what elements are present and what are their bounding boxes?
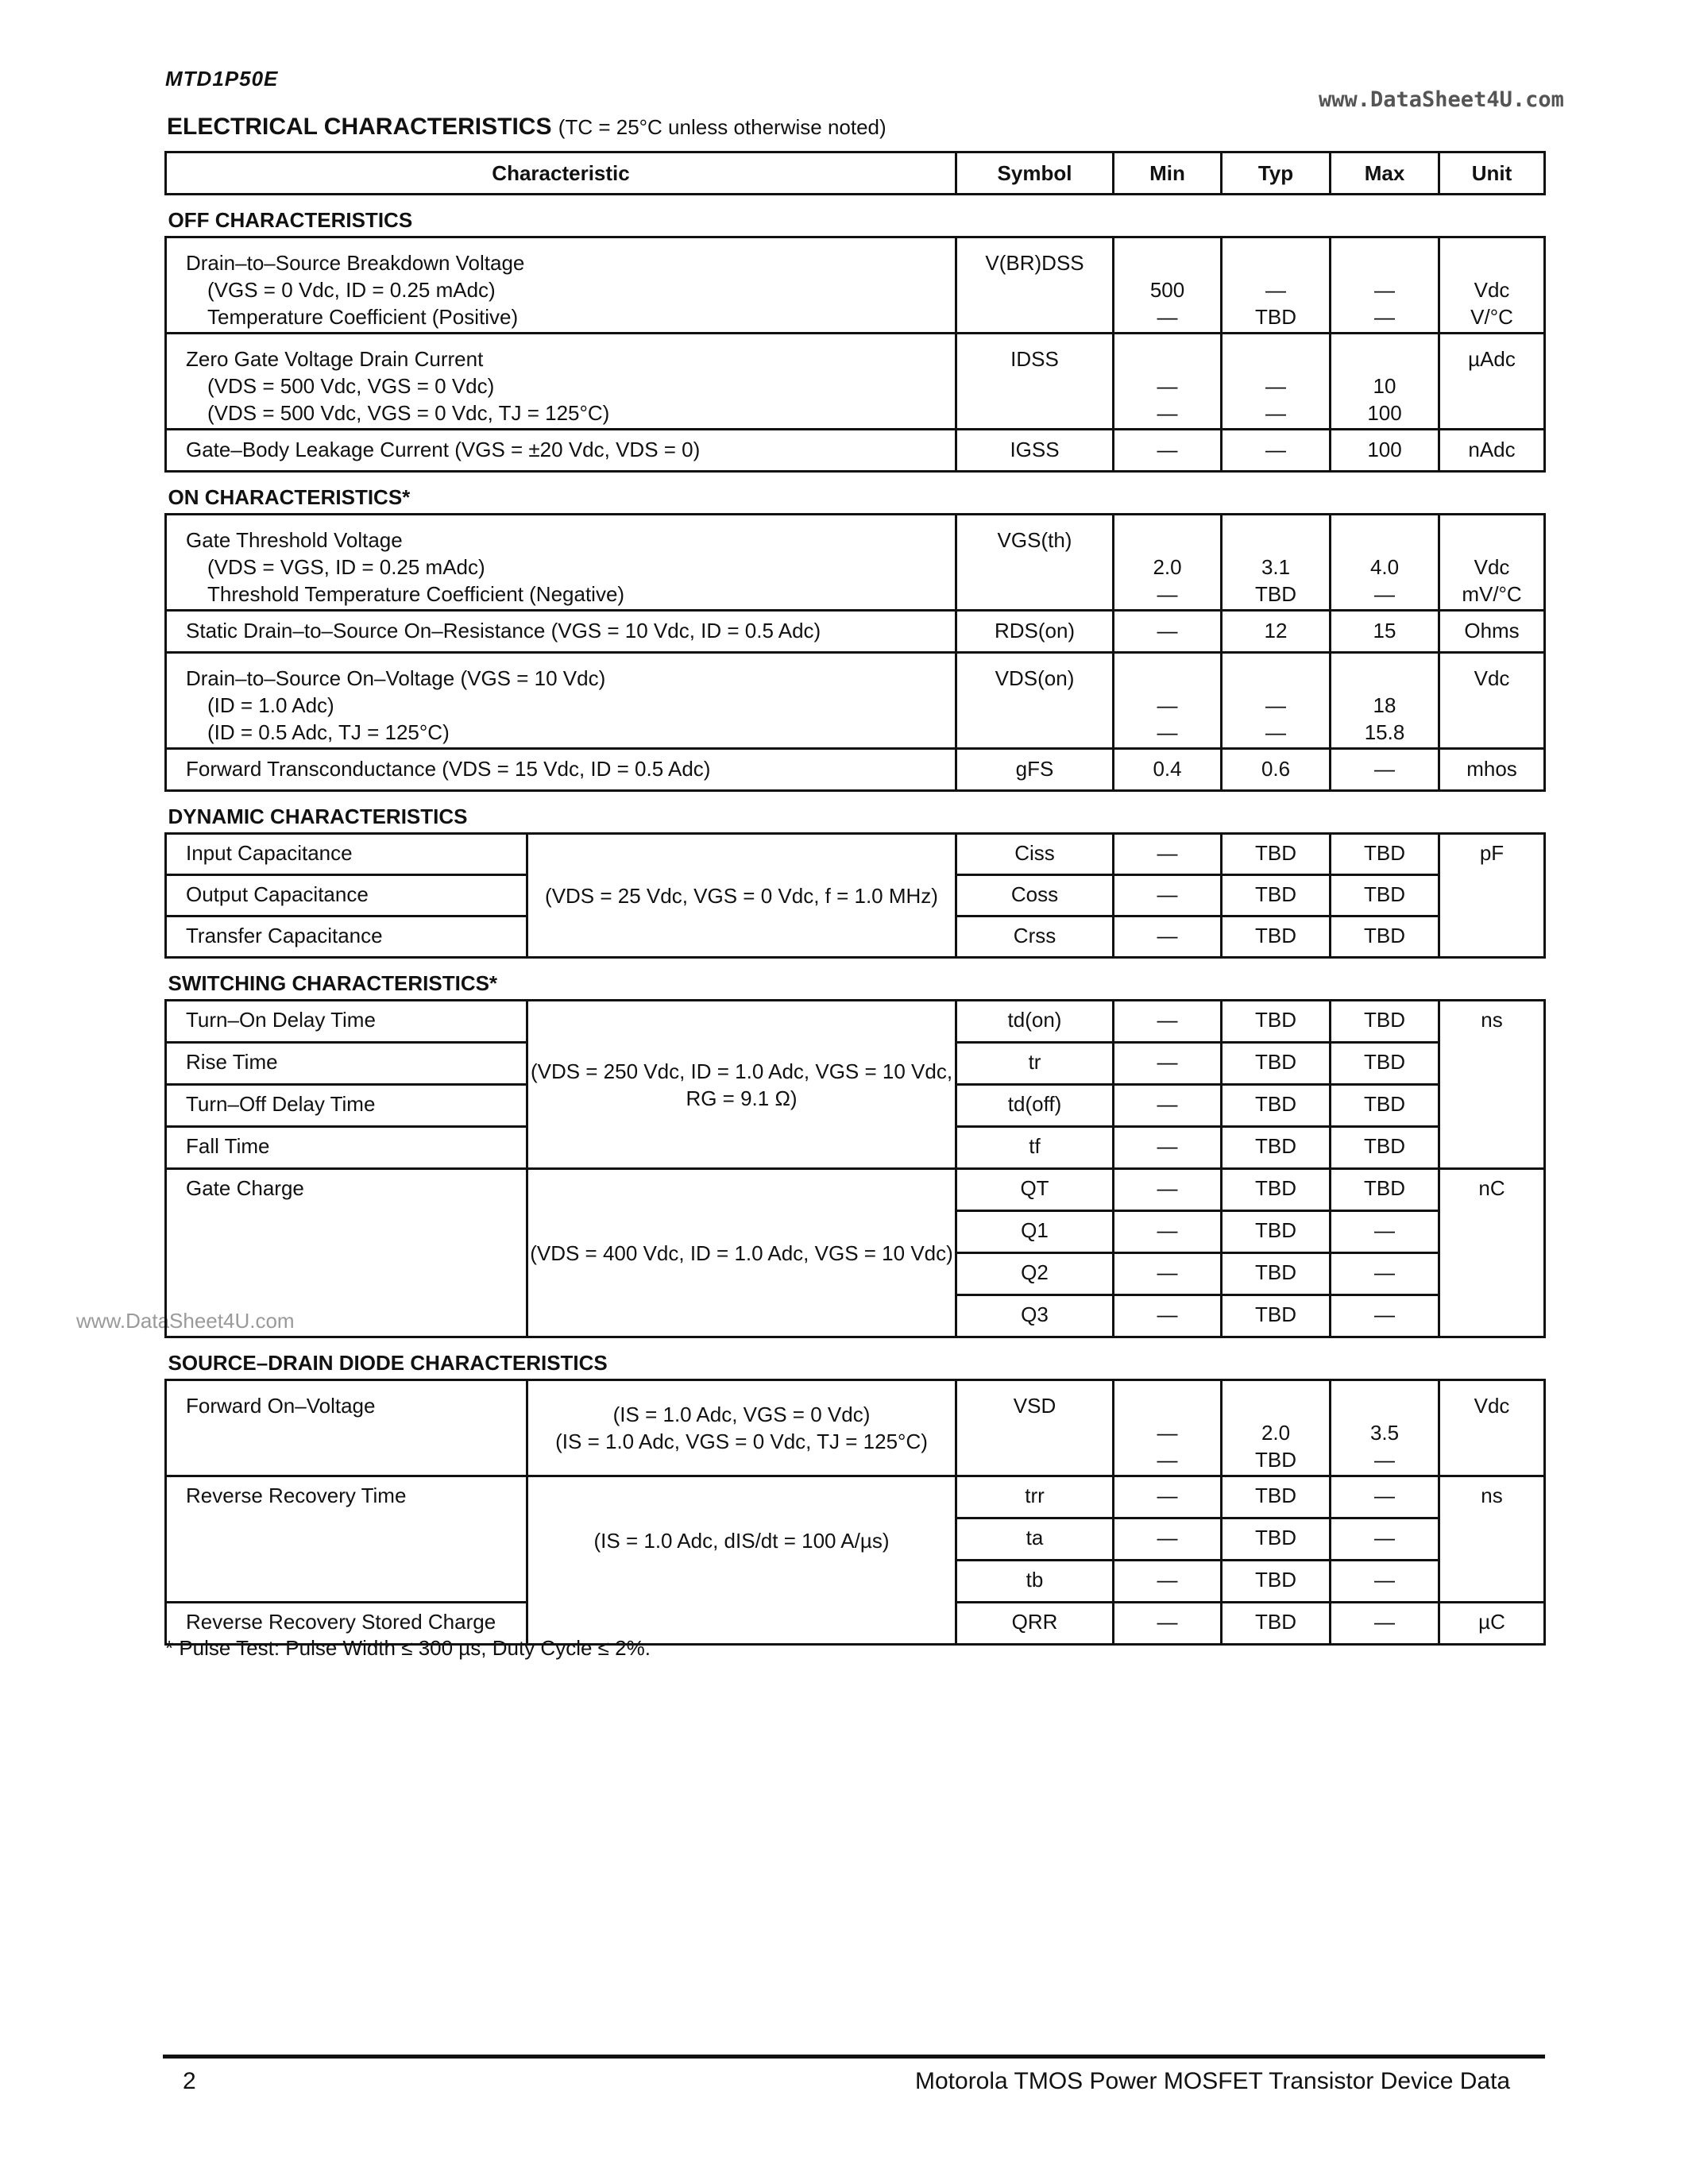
min-cell: — <box>1114 1043 1222 1085</box>
col-symbol: Symbol <box>956 152 1114 195</box>
section-switching: SWITCHING CHARACTERISTICS* <box>166 958 1545 1001</box>
min-cell: — <box>1114 1561 1222 1603</box>
max-cell <box>1331 515 1439 611</box>
characteristic-cell: Output Capacitance <box>166 875 527 916</box>
min-cell: — <box>1114 875 1222 916</box>
value: TBD <box>1255 305 1297 329</box>
value: — <box>1157 401 1178 425</box>
max-cell <box>1331 653 1439 749</box>
condition-line: (IS = 1.0 Adc, VGS = 0 Vdc, TJ = 125°C) <box>555 1430 928 1453</box>
value: — <box>1265 278 1287 302</box>
symbol-cell: RDS(on) <box>956 611 1114 653</box>
table-row <box>166 1169 1545 1211</box>
unit-cell: nAdc <box>1439 430 1545 472</box>
value: 3.1 <box>1261 555 1291 579</box>
section-row <box>166 1337 1545 1380</box>
typ-cell: TBD <box>1222 1085 1331 1127</box>
value: 18 <box>1373 693 1396 717</box>
value: — <box>1157 305 1178 329</box>
section-row <box>166 958 1545 1001</box>
value: 10 <box>1373 374 1396 398</box>
value: 15.8 <box>1364 720 1405 744</box>
typ-cell: 0.6 <box>1222 749 1331 791</box>
symbol-cell: VSD <box>956 1380 1114 1476</box>
min-cell: — <box>1114 834 1222 875</box>
test-condition-cell: (IS = 1.0 Adc, dIS/dt = 100 A/µs) <box>527 1476 956 1645</box>
value: — <box>1265 720 1287 744</box>
max-cell: 100 <box>1331 430 1439 472</box>
value: — <box>1157 582 1178 606</box>
value: 2.0 <box>1153 555 1182 579</box>
symbol-cell: Ciss <box>956 834 1114 875</box>
max-cell: — <box>1331 1295 1439 1337</box>
characteristic-cell <box>166 653 956 749</box>
unit-cell: pF <box>1439 834 1545 958</box>
unit-cell <box>1439 237 1545 334</box>
test-condition-cell: (VDS = 250 Vdc, ID = 1.0 Adc, VGS = 10 Vdc, RG = 9.1 Ω) <box>527 1001 956 1169</box>
typ-cell: TBD <box>1222 1476 1331 1518</box>
value: — <box>1374 278 1396 302</box>
value: 4.0 <box>1369 555 1400 579</box>
symbol-cell: ta <box>956 1518 1114 1561</box>
col-typ: Typ <box>1222 152 1331 195</box>
section-diode: SOURCE–DRAIN DIODE CHARACTERISTICS <box>166 1337 1545 1380</box>
typ-cell: TBD <box>1222 875 1331 916</box>
max-cell: TBD <box>1331 1085 1439 1127</box>
symbol-cell: Q3 <box>956 1295 1114 1337</box>
col-max: Max <box>1331 152 1439 195</box>
unit-cell: Vdc <box>1439 1380 1545 1476</box>
param-condition: (VGS = 0 Vdc, ID = 0.25 mAdc) <box>207 278 496 302</box>
symbol-cell: Coss <box>956 875 1114 916</box>
value: V/°C <box>1470 305 1513 329</box>
characteristic-cell: Turn–On Delay Time <box>166 1001 527 1043</box>
symbol-cell: IDSS <box>956 334 1114 430</box>
section-row <box>166 472 1545 515</box>
typ-cell: — <box>1222 430 1331 472</box>
characteristic-cell: Forward Transconductance (VDS = 15 Vdc, ID = 0.5 Adc) <box>166 749 956 791</box>
min-cell <box>1114 237 1222 334</box>
unit-cell: µAdc <box>1439 334 1545 430</box>
characteristic-cell <box>166 515 956 611</box>
unit-cell <box>1439 515 1545 611</box>
value: — <box>1157 693 1178 717</box>
page-number: 2 <box>183 2068 196 2094</box>
table-row <box>166 1476 1545 1518</box>
typ-cell: 12 <box>1222 611 1331 653</box>
typ-cell: TBD <box>1222 1211 1331 1253</box>
min-cell <box>1114 334 1222 430</box>
min-cell: — <box>1114 1127 1222 1169</box>
typ-cell: TBD <box>1222 916 1331 958</box>
characteristic-cell <box>166 237 956 334</box>
characteristic-cell: Fall Time <box>166 1127 527 1169</box>
value: — <box>1157 1421 1178 1445</box>
min-cell: — <box>1114 1253 1222 1295</box>
section-row <box>166 195 1545 237</box>
typ-cell: TBD <box>1222 1169 1331 1211</box>
symbol-cell: td(off) <box>956 1085 1114 1127</box>
footer-rule <box>163 2055 1545 2059</box>
section-dynamic: DYNAMIC CHARACTERISTICS <box>166 791 1545 834</box>
value: TBD <box>1255 1448 1297 1472</box>
max-cell: TBD <box>1331 1169 1439 1211</box>
min-cell: — <box>1114 1169 1222 1211</box>
unit-cell: Vdc <box>1439 653 1545 749</box>
value: 100 <box>1367 401 1402 425</box>
unit-cell: ns <box>1439 1001 1545 1169</box>
param-name: Drain–to–Source Breakdown Voltage <box>186 251 525 275</box>
characteristic-cell <box>166 334 956 430</box>
typ-cell: TBD <box>1222 1001 1331 1043</box>
param-condition: (VDS = VGS, ID = 0.25 mAdc) <box>207 555 485 579</box>
max-cell <box>1331 237 1439 334</box>
col-characteristic: Characteristic <box>166 152 956 195</box>
pulse-test-note: * Pulse Test: Pulse Width ≤ 300 µs, Duty Cycle ≤ 2%. <box>165 1636 651 1660</box>
symbol-cell: Q2 <box>956 1253 1114 1295</box>
value: 500 <box>1149 278 1185 302</box>
typ-cell <box>1222 515 1331 611</box>
param-name: Gate Threshold Voltage <box>186 528 403 552</box>
min-cell: — <box>1114 1211 1222 1253</box>
value: — <box>1157 374 1178 398</box>
typ-cell: TBD <box>1222 1518 1331 1561</box>
symbol-cell: VDS(on) <box>956 653 1114 749</box>
typ-cell <box>1222 1380 1331 1476</box>
value: mV/°C <box>1462 582 1522 606</box>
symbol-cell: gFS <box>956 749 1114 791</box>
typ-cell: TBD <box>1222 1127 1331 1169</box>
electrical-characteristics-table <box>164 151 1546 1646</box>
min-cell: — <box>1114 430 1222 472</box>
section-row <box>166 791 1545 834</box>
watermark-top: www.DataSheet4U.com <box>1319 87 1564 112</box>
table-row <box>166 515 1545 611</box>
min-cell: — <box>1114 1085 1222 1127</box>
footer-text: Motorola TMOS Power MOSFET Transistor Device Data <box>915 2068 1511 2094</box>
section-on: ON CHARACTERISTICS* <box>166 472 1545 515</box>
min-cell <box>1114 653 1222 749</box>
symbol-cell: Crss <box>956 916 1114 958</box>
symbol-cell: tb <box>956 1561 1114 1603</box>
min-cell: 0.4 <box>1114 749 1222 791</box>
unit-cell: nC <box>1439 1169 1545 1337</box>
col-min: Min <box>1114 152 1222 195</box>
param-condition: (VDS = 500 Vdc, VGS = 0 Vdc, TJ = 125°C) <box>207 401 610 425</box>
value: 2.0 <box>1261 1421 1291 1445</box>
table-row <box>166 237 1545 334</box>
value: — <box>1265 374 1287 398</box>
value: — <box>1157 720 1178 744</box>
value: — <box>1374 1448 1396 1472</box>
max-cell: — <box>1331 1211 1439 1253</box>
table-title <box>167 114 886 141</box>
max-cell <box>1331 1380 1439 1476</box>
value: Vdc <box>1474 555 1510 579</box>
characteristic-cell: Gate–Body Leakage Current (VGS = ±20 Vdc, VDS = 0) <box>166 430 956 472</box>
value: — <box>1265 693 1287 717</box>
characteristic-cell: Static Drain–to–Source On–Resistance (VGS = 10 Vdc, ID = 0.5 Adc) <box>166 611 956 653</box>
min-cell: — <box>1114 1603 1222 1645</box>
value: — <box>1374 305 1396 329</box>
col-unit: Unit <box>1439 152 1545 195</box>
test-condition-cell: (VDS = 25 Vdc, VGS = 0 Vdc, f = 1.0 MHz) <box>527 834 956 958</box>
title-text: ELECTRICAL CHARACTERISTICS <box>167 114 552 140</box>
unit-cell: Ohms <box>1439 611 1545 653</box>
symbol-cell: tf <box>956 1127 1114 1169</box>
table-row <box>166 653 1545 749</box>
min-cell: — <box>1114 1295 1222 1337</box>
value: 3.5 <box>1369 1421 1400 1445</box>
characteristic-cell: Reverse Recovery Stored Charge <box>166 1603 527 1645</box>
symbol-cell: IGSS <box>956 430 1114 472</box>
characteristic-cell: Reverse Recovery Time <box>166 1476 527 1603</box>
part-number: MTD1P50E <box>165 67 279 91</box>
typ-cell: TBD <box>1222 1295 1331 1337</box>
max-cell: 15 <box>1331 611 1439 653</box>
symbol-cell: V(BR)DSS <box>956 237 1114 334</box>
test-condition-cell <box>527 1380 956 1476</box>
typ-cell <box>1222 334 1331 430</box>
max-cell: TBD <box>1331 875 1439 916</box>
symbol-cell: Q1 <box>956 1211 1114 1253</box>
param-name: Drain–to–Source On–Voltage (VGS = 10 Vdc) <box>186 666 606 690</box>
max-cell: TBD <box>1331 1001 1439 1043</box>
symbol-cell: tr <box>956 1043 1114 1085</box>
table-row <box>166 430 1545 472</box>
min-cell: — <box>1114 1476 1222 1518</box>
value: — <box>1157 1448 1178 1472</box>
unit-cell: ns <box>1439 1476 1545 1603</box>
param-condition: Temperature Coefficient (Positive) <box>207 305 519 329</box>
min-cell: — <box>1114 1518 1222 1561</box>
header-row <box>166 152 1545 195</box>
typ-cell: TBD <box>1222 1603 1331 1645</box>
max-cell: TBD <box>1331 1043 1439 1085</box>
table-row <box>166 334 1545 430</box>
unit-cell: mhos <box>1439 749 1545 791</box>
table-row <box>166 834 1545 875</box>
condition-line: (IS = 1.0 Adc, VGS = 0 Vdc) <box>612 1403 871 1426</box>
typ-cell <box>1222 237 1331 334</box>
table-row <box>166 1001 1545 1043</box>
param-condition: (VDS = 500 Vdc, VGS = 0 Vdc) <box>207 374 495 398</box>
typ-cell: TBD <box>1222 1253 1331 1295</box>
max-cell <box>1331 334 1439 430</box>
max-cell: — <box>1331 749 1439 791</box>
symbol-cell: td(on) <box>956 1001 1114 1043</box>
symbol-cell: VGS(th) <box>956 515 1114 611</box>
min-cell: — <box>1114 611 1222 653</box>
symbol-cell: QT <box>956 1169 1114 1211</box>
max-cell: TBD <box>1331 834 1439 875</box>
characteristic-cell: Forward On–Voltage <box>166 1380 527 1476</box>
max-cell: — <box>1331 1603 1439 1645</box>
max-cell: TBD <box>1331 916 1439 958</box>
min-cell <box>1114 515 1222 611</box>
table-row <box>166 611 1545 653</box>
param-name: Zero Gate Voltage Drain Current <box>186 347 484 371</box>
characteristic-cell: Turn–Off Delay Time <box>166 1085 527 1127</box>
min-cell: — <box>1114 1001 1222 1043</box>
max-cell: — <box>1331 1561 1439 1603</box>
param-condition: Threshold Temperature Coefficient (Negative) <box>207 582 625 606</box>
characteristic-cell: Gate Charge <box>166 1169 527 1337</box>
title-condition: (TC = 25°C unless otherwise noted) <box>558 115 886 139</box>
param-condition: (ID = 0.5 Adc, TJ = 125°C) <box>207 720 450 744</box>
max-cell: — <box>1331 1518 1439 1561</box>
watermark-mid: www.DataSheet4U.com <box>76 1309 295 1333</box>
characteristic-cell: Rise Time <box>166 1043 527 1085</box>
symbol-cell: trr <box>956 1476 1114 1518</box>
max-cell: — <box>1331 1476 1439 1518</box>
value: Vdc <box>1474 278 1510 302</box>
min-cell: — <box>1114 916 1222 958</box>
min-cell <box>1114 1380 1222 1476</box>
param-condition: (ID = 1.0 Adc) <box>207 693 334 717</box>
typ-cell <box>1222 653 1331 749</box>
test-condition-cell: (VDS = 400 Vdc, ID = 1.0 Adc, VGS = 10 Vdc) <box>527 1169 956 1337</box>
symbol-cell: QRR <box>956 1603 1114 1645</box>
table-row <box>166 1380 1545 1476</box>
value: TBD <box>1255 582 1297 606</box>
typ-cell: TBD <box>1222 1561 1331 1603</box>
typ-cell: TBD <box>1222 834 1331 875</box>
table-row <box>166 749 1545 791</box>
max-cell: — <box>1331 1253 1439 1295</box>
value: — <box>1374 582 1396 606</box>
characteristic-cell: Input Capacitance <box>166 834 527 875</box>
typ-cell: TBD <box>1222 1043 1331 1085</box>
value: — <box>1265 401 1287 425</box>
section-off: OFF CHARACTERISTICS <box>166 195 1545 237</box>
unit-cell: µC <box>1439 1603 1545 1645</box>
characteristic-cell: Transfer Capacitance <box>166 916 527 958</box>
max-cell: TBD <box>1331 1127 1439 1169</box>
